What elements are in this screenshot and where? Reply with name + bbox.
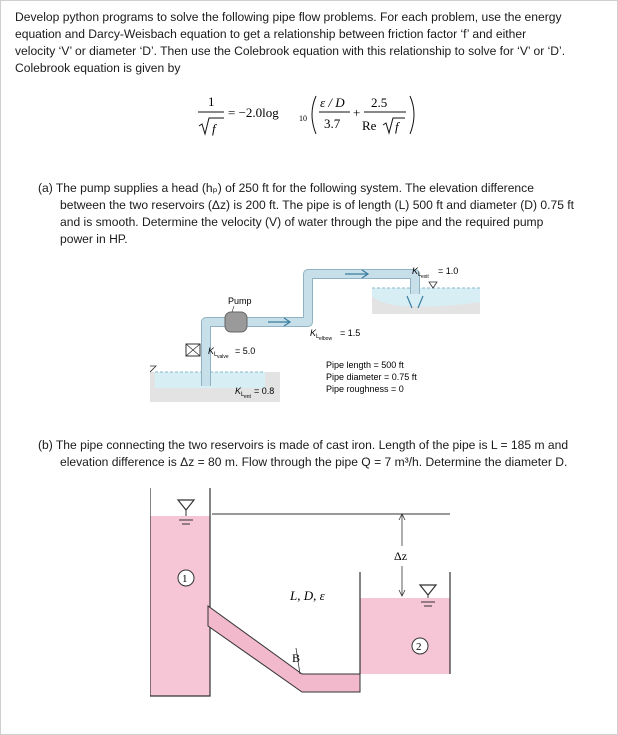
pipe-diameter: Pipe diameter = 0.75 ft (326, 372, 417, 382)
k-valve-sub: valve (217, 354, 229, 360)
paren-left (312, 96, 316, 134)
pump-label: Pump (228, 296, 252, 306)
eq-term2-num: 2.5 (371, 95, 388, 110)
eq-term2-f: f (395, 119, 399, 134)
k-ent-value: = 0.8 (254, 386, 275, 396)
part-a-line: power in HP. (60, 232, 128, 246)
eq-term2-re: Re (362, 118, 377, 133)
pump-system-diagram (150, 260, 480, 410)
pipe-length: Pipe length = 500 ft (326, 360, 404, 370)
sqrt-icon (383, 118, 405, 133)
eq-term1-num: ε / D (320, 95, 345, 110)
k-exit-sub: exit (421, 274, 429, 280)
tank-1-label: 1 (182, 573, 188, 585)
eq-plus: + (353, 105, 361, 120)
eq-numerator-one: 1 (208, 94, 215, 109)
intro-line: equation and Darcy-Weisbach equation to get a relationship between friction factor ‘f’ and either (15, 27, 527, 41)
reservoir-pipe-diagram (150, 488, 470, 728)
eq-term1-den: 3.7 (324, 116, 341, 131)
problem-intro (15, 9, 607, 77)
eq-log-sub: 10 (299, 114, 307, 123)
eq-sqrt-f: f (212, 121, 216, 136)
intro-line: velocity ‘V’ or diameter ‘D’. Then use the Colebrook equation with this relationship to solve for ‘V’ or ‘D’. (15, 44, 566, 58)
part-b-line: elevation difference is Δz = 80 m. Flow through the pipe Q = 7 m³/h. Determine the diameter D. (60, 455, 568, 469)
part-a-line: between the two reservoirs (Δz) is 200 ft. The pipe is of length (L) 500 ft and diameter (D) 0.75 ft (60, 198, 575, 212)
eq-coef: = −2.0log (228, 105, 279, 120)
k-valve-symbol: K (208, 346, 215, 356)
pump-icon (225, 312, 247, 332)
part-b-text (38, 437, 610, 471)
part-a-line: (a) The pump supplies a head (hₚ) of 250 ft for the following system. The elevation difference (38, 181, 534, 195)
k-exit-sub-l: L (418, 272, 422, 278)
k-elbow-sub: elbow (319, 336, 333, 342)
k-ent-sub-l: L (241, 392, 245, 398)
tank-2-label: 2 (416, 641, 422, 653)
intro-line: Develop python programs to solve the following pipe flow problems. For each problem, use the energy (15, 10, 562, 24)
colebrook-equation (196, 92, 436, 142)
dz-label: Δz (394, 549, 408, 563)
k-valve-value: = 5.0 (235, 346, 256, 356)
tank-2-water (360, 598, 450, 674)
k-exit-value: = 1.0 (438, 266, 459, 276)
k-elbow-value: = 1.5 (340, 328, 361, 338)
paren-right (410, 96, 414, 134)
k-elbow-symbol: K (310, 328, 317, 338)
k-valve-sub-l: L (214, 352, 218, 358)
part-a-line: and is smooth. Determine the velocity (V) of water through the pipe and the required pump (60, 215, 544, 229)
upper-reservoir-water (372, 288, 480, 307)
pipe-roughness: Pipe roughness = 0 (326, 384, 404, 394)
intro-line: Colebrook equation is given by (15, 61, 181, 75)
pipe-params: L, D, ε (290, 588, 325, 603)
pipe (208, 606, 360, 692)
k-ent-sub: ent (244, 394, 251, 400)
water-level-icon (178, 500, 194, 510)
k-ent-symbol: K (235, 386, 242, 396)
k-elbow-sub-l: L (316, 334, 320, 340)
part-a-text (38, 180, 610, 248)
k-exit-symbol: K (412, 266, 419, 276)
water-level-icon (150, 366, 156, 372)
part-b-line: (b) The pipe connecting the two reservoirs is made of cast iron. Length of the pipe is L = 185 m and (38, 438, 569, 452)
water-level-icon (420, 585, 436, 595)
water-level-icon (429, 282, 437, 288)
tank-1-water (150, 516, 210, 696)
point-b-label: B (292, 651, 301, 665)
